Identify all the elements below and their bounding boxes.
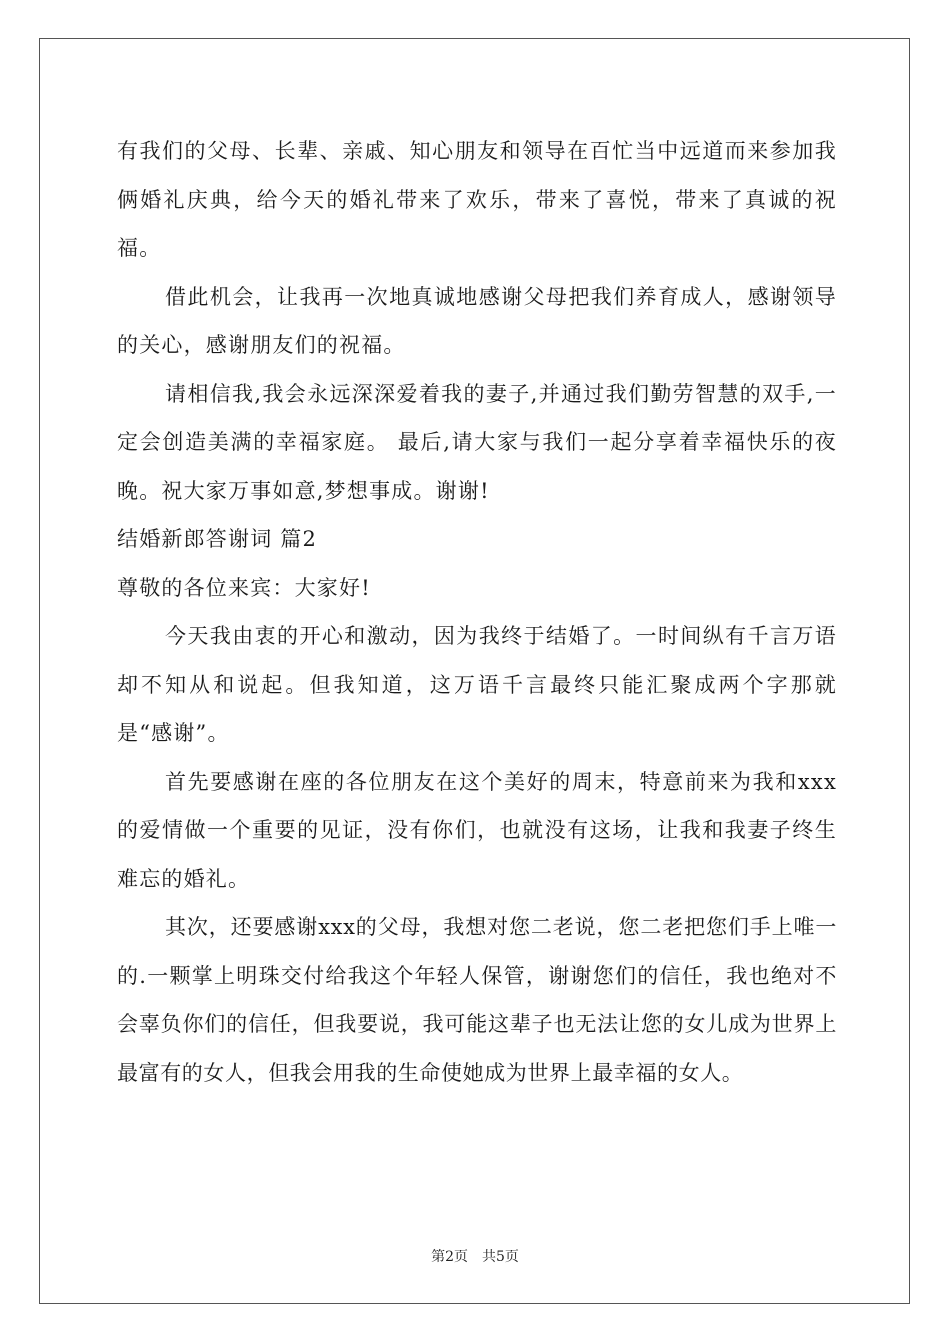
page-number-footer: 第2页 共5页 — [431, 1249, 519, 1265]
paragraph-parents-guests: 有我们的父母、长辈、亲戚、知心朋友和领导在百忙当中远道而来参加我俩婚礼庆典，给今天的婚礼带来了欢乐，带来了喜悦，带来了真诚的祝福。 — [117, 139, 837, 260]
paragraph-thanks-in-laws: 其次，还要感谢xxx的父母，我想对您二老说，您二老把您们手上唯一的.一颗掌上明珠交付给我这个年轻人保管，谢谢您们的信任，我也绝对不会辜负你们的信任，但我要说，我可能这辈子也无法让您的女儿成为世界上最富有的女人，但我会用我的生命使她成为世界上最幸福的女人。 — [117, 915, 837, 1085]
greeting-line: 尊敬的各位来宾：大家好! — [117, 575, 371, 600]
document-body — [117, 127, 837, 1097]
paragraph-happy-today: 今天我由衷的开心和激动，因为我终于结婚了。一时间纵有千言万语却不知从和说起。但我知道，这万语千言最终只能汇聚成两个字那就是“感谢”。 — [117, 624, 837, 745]
section-heading: 结婚新郎答谢词 篇2 — [117, 527, 318, 551]
paragraph-thanks-parents: 借此机会，让我再一次地真诚地感谢父母把我们养育成人，感谢领导的关心，感谢朋友们的祝福。 — [117, 284, 837, 357]
paragraph-thanks-friends: 首先要感谢在座的各位朋友在这个美好的周末，特意前来为我和xxx的爱情做一个重要的见证，没有你们，也就没有这场，让我和我妻子终生难忘的婚礼。 — [117, 769, 837, 891]
paragraph-promise: 请相信我,我会永远深深爱着我的妻子,并通过我们勤劳智慧的双手,一定会创造美满的幸福家庭。 最后,请大家与我们一起分享着幸福快乐的夜晚。祝大家万事如意,梦想事成。谢谢! — [117, 381, 837, 503]
